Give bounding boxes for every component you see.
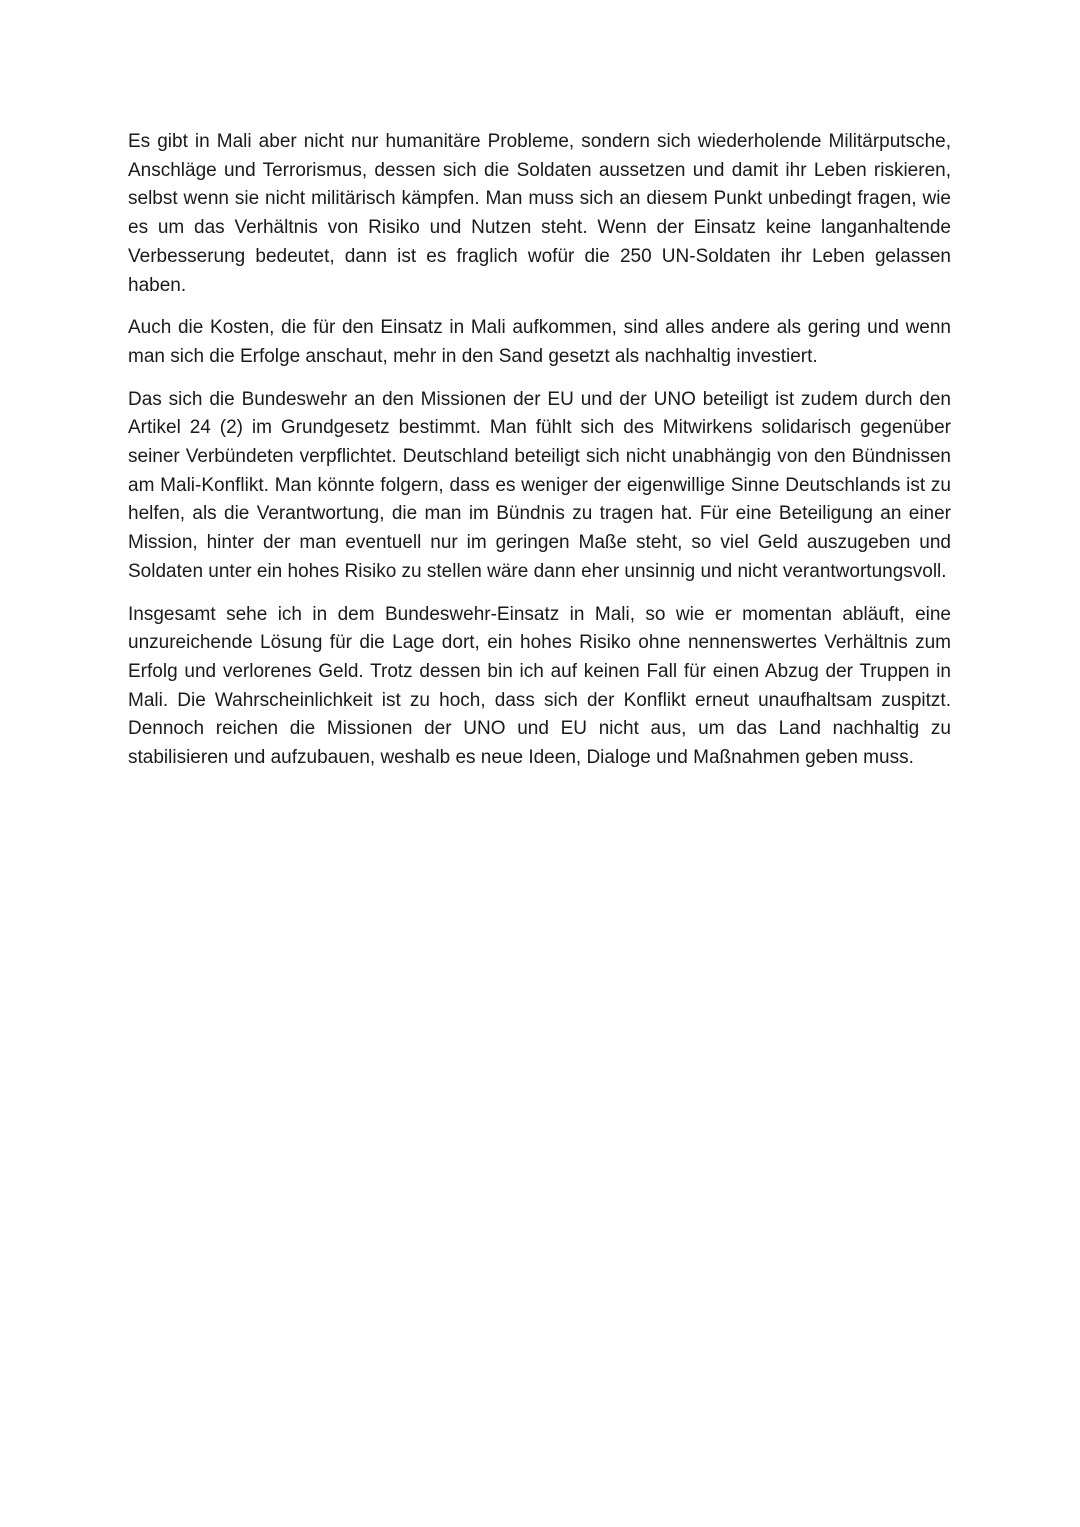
paragraph-conclusion: Insgesamt sehe ich in dem Bundeswehr-Einsatz in Mali, so wie er momentan abläuft, eine unzureichende Lösung für die Lage dort, ein hohes Risiko ohne nennenswertes Verhältnis zum Erfolg und verlorenes Geld. Trotz dessen bin ich auf keinen Fall für einen Abzug der Truppen in Mali. Die Wahrscheinlichkeit ist zu hoch, dass sich der Konflikt erneut unaufhaltsam zuspitzt. Dennoch reichen die Missionen der UNO und EU nicht aus, um das Land nachhaltig zu stabilisieren und aufzubauen, weshalb es neue Ideen, Dialoge und Maßnahmen geben muss. bbox=[128, 603, 951, 769]
paragraph-costs: Auch die Kosten, die für den Einsatz in Mali aufkommen, sind alles andere als gering und wenn man sich die Erfolge anschaut, mehr in den Sand gesetzt als nachhaltig investiert. bbox=[128, 317, 951, 367]
document-body bbox=[128, 128, 951, 787]
paragraph-alliance: Das sich die Bundeswehr an den Missionen der EU und der UNO beteiligt ist zudem durch den Artikel 24 (2) im Grundgesetz bestimmt. Man fühlt sich des Mitwirkens solidarisch gegenüber seiner Verbündeten verpflichtet. Deutschland beteiligt sich nicht unabhängig von den Bündnissen am Mali-Konflikt. Man könnte folgern, dass es weniger der eigenwillige Sinne Deutschlands ist zu helfen, als die Verantwortung, die man im Bündnis zu tragen hat. Für eine Beteiligung an einer Mission, hinter der man eventuell nur im geringen Maße steht, so viel Geld auszugeben und Soldaten unter ein hohes Risiko zu stellen wäre dann eher unsinnig und nicht verantwortungsvoll. bbox=[128, 388, 951, 582]
paragraph-risk: Es gibt in Mali aber nicht nur humanitäre Probleme, sondern sich wiederholende Militärputsche, Anschläge und Terrorismus, dessen sich die Soldaten aussetzen und damit ihr Leben riskieren, selbst wenn sie nicht militärisch kämpfen. Man muss sich an diesem Punkt unbedingt fragen, wie es um das Verhältnis von Risiko und Nutzen steht. Wenn der Einsatz keine langanhaltende Verbesserung bedeutet, dann ist es fraglich wofür die 250 UN-Soldaten ihr Leben gelassen haben. bbox=[128, 131, 951, 296]
